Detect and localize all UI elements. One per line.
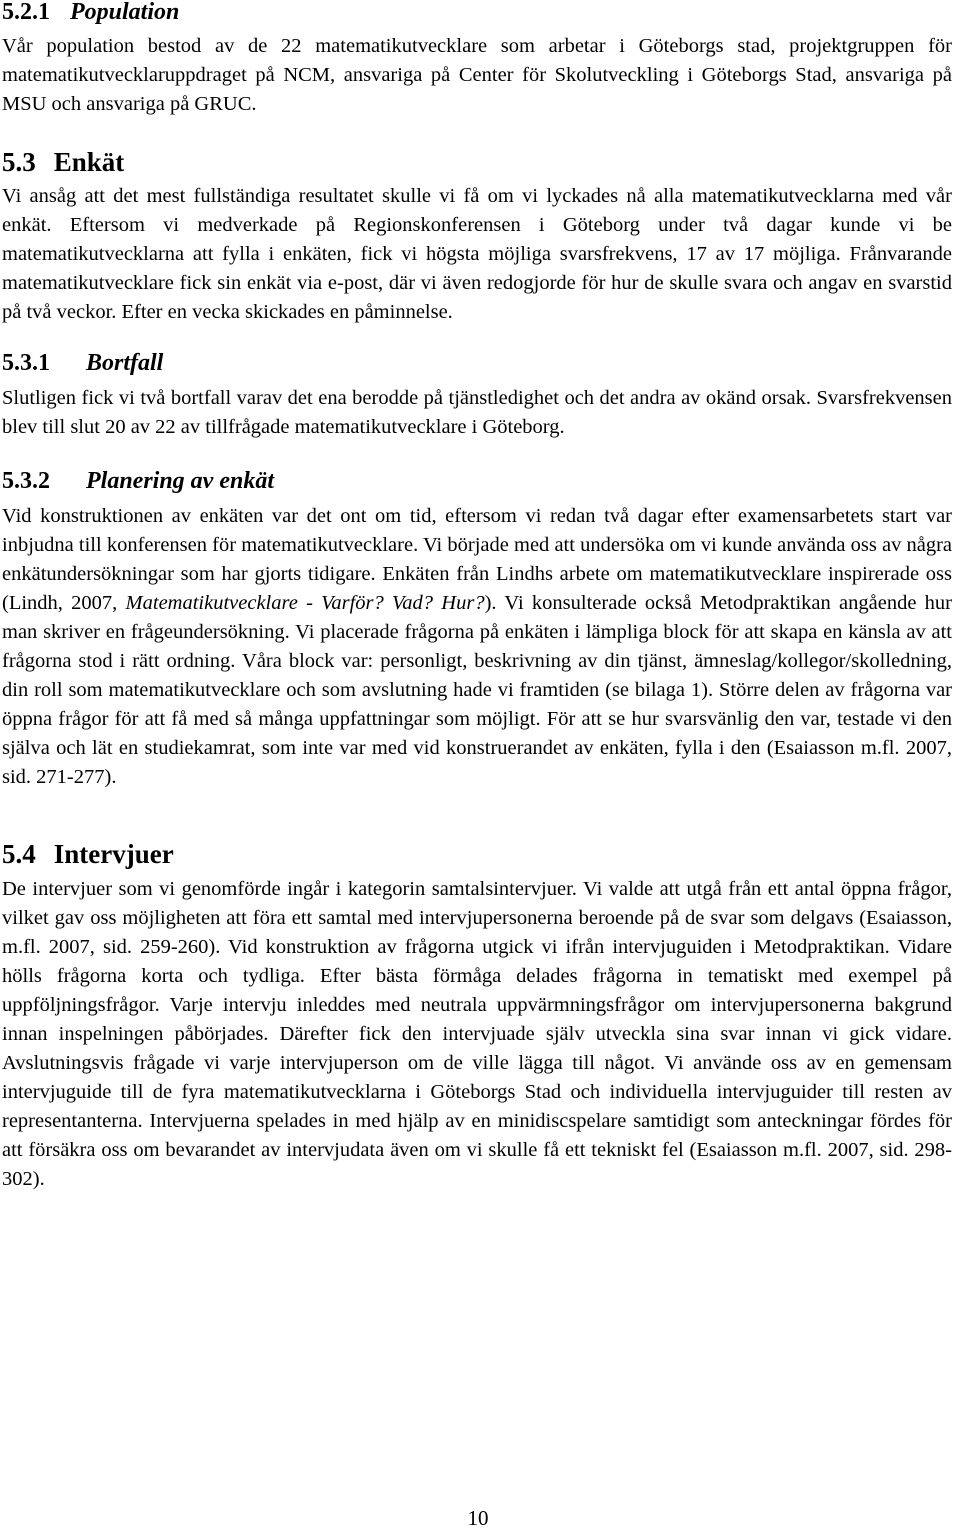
heading-5-3-2 xyxy=(2,467,952,495)
page-number: 10 xyxy=(467,1506,489,1530)
heading-number: 5.2.1 xyxy=(2,0,50,25)
heading-5-3-1 xyxy=(2,349,952,377)
cited-title: Matematikutvecklare - Varför? Vad? Hur? xyxy=(125,592,485,614)
heading-title: Population xyxy=(70,0,180,25)
heading-number: 5.4 xyxy=(2,839,36,869)
heading-title: Bortfall xyxy=(86,350,164,376)
heading-number: 5.3.2 xyxy=(2,468,50,494)
paragraph-enkat: Vi ansåg att det mest fullständiga resultatet skulle vi få om vi lyckades nå alla matematikutvecklarna med vår enkät. Eftersom vi medverkade på Regionskonferensen i Göteborg under två dagar kunde vi be matematikutvecklarna att fylla i enkäten, fick vi högsta möjliga svarsfrekvens, 17 av 17 möjliga. Frånvarande matematikutvecklare fick sin enkät via e-post, där vi även redogjorde för hur de skulle svara och angav en svarstid på två veckor. Efter en vecka skickades en påminnelse. xyxy=(2,185,952,323)
paragraph-population: Vår population bestod av de 22 matematikutvecklare som arbetar i Göteborgs stad, projektgruppen för matematikutvecklaruppdraget på NCM, ansvariga på Center för Skolutveckling i Göteborgs Stad, ansvariga på MSU och ansvariga på GRUC. xyxy=(2,35,952,115)
paragraph-part: Vid konstruktionen av enkäten var det ont om tid, eftersom vi redan två dagar efter examensarbetets start var inbjudna till konferensen för matematikutvecklare. Vi började med att undersöka om vi kunde använda oss av några enkätundersökningar som har gjorts tidigare. Enkäten från Lindhs arbete om matematikutvecklare inspirerade oss (Lindh, 2007, xyxy=(2,505,952,614)
heading-5-4 xyxy=(2,839,952,869)
paragraph-bortfall: Slutligen fick vi två bortfall varav det ena berodde på tjänstledighet och det andra av okänd orsak. Svarsfrekvensen blev till slut 20 av 22 av tillfrågade matematikutvecklare i Göteborg. xyxy=(2,387,952,438)
heading-5-2-1 xyxy=(2,0,952,26)
heading-title: Enkät xyxy=(53,147,125,177)
heading-title: Planering av enkät xyxy=(86,468,275,494)
paragraph-part: ). Vi konsulterade också Metodpraktikan angående hur man skriver en frågeundersökning. Vi placerade frågorna på enkäten i lämpliga block för att skapa en känsla av att frågorna stod i rätt ordning. Våra block var: personligt, beskrivning av din tjänst, ämneslag/kollegor/skolledning, din roll som matematikutvecklare och som avslutning hade vi framtiden (se bilaga 1). Större delen av frågorna var öppna frågor för att få med så många uppfattningar som möjligt. För att se hur svarsvänlig den var, testade vi den själva och lät en studiekamrat, som inte var med vid konstruerandet av enkäten, fylla i den (Esaiasson m.fl. 2007, sid. 271-277). xyxy=(2,592,952,788)
paragraph-intervjuer: De intervjuer som vi genomförde ingår i kategorin samtalsintervjuer. Vi valde att utgå från ett antal öppna frågor, vilket gav oss möjligheten att föra ett samtal med intervjupersonerna beroende på de svar som delgavs (Esaiasson, m.fl. 2007, sid. 259-260). Vid konstruktion av frågorna utgick vi ifrån intervjuguiden i Metodpraktikan. Vidare hölls frågorna korta och tydliga. Efter bästa förmåga delades frågorna in tematiskt med exempel på uppföljningsfrågor. Varje intervju inleddes med neutrala uppvärmningsfrågor om intervjupersonerna bakgrund innan inspelningen påbörjades. Därefter fick den intervjuade själv utveckla sina svar innan vi gick vidare. Avslutningsvis frågade vi varje intervjuperson om de ville lägga till något. Vi använde oss av en gemensam intervjuguide till de fyra matematikutvecklarna i Göteborgs Stad och individuella intervjuguider till resten av representanterna. Intervjuerna spelades in med hjälp av en minidiscspelare samtidigt som anteckningar fördes för att försäkra oss om bevarandet av intervjudata även om vi skulle få ett tekniskt fel (Esaiasson m.fl. 2007, sid. 298-302). xyxy=(2,878,952,1190)
paragraph-planering xyxy=(2,502,952,792)
heading-number: 5.3.1 xyxy=(2,350,50,376)
heading-5-3 xyxy=(2,147,952,177)
document-page xyxy=(2,0,952,1194)
heading-title: Intervjuer xyxy=(53,839,174,869)
heading-number: 5.3 xyxy=(2,147,36,177)
